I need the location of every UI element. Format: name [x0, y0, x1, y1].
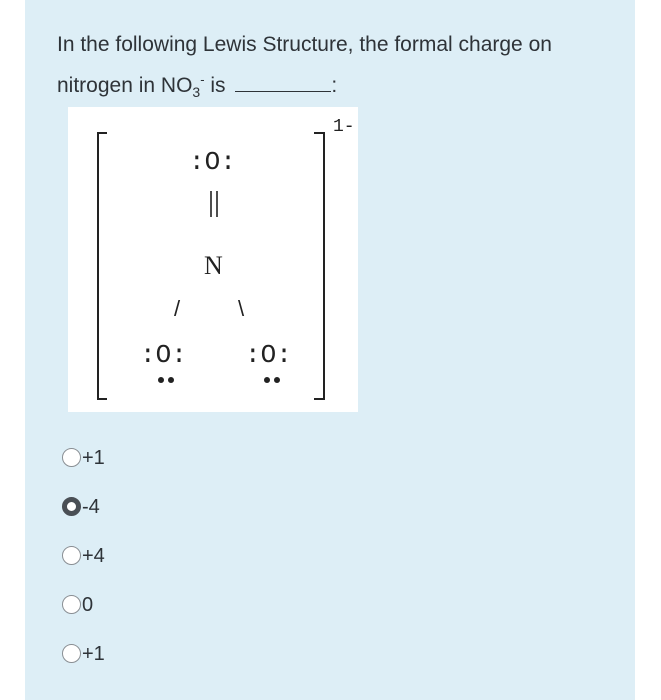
option-label: +1	[82, 446, 105, 469]
single-bond-right: \	[238, 296, 245, 321]
single-bond-left: /	[174, 296, 181, 321]
lone-pair-dot	[168, 377, 174, 383]
radio-button[interactable]	[62, 448, 81, 467]
option-label: +1	[82, 642, 105, 665]
blank-suffix: :	[331, 74, 338, 97]
option-label: 0	[82, 593, 94, 616]
option-label: +4	[82, 544, 105, 567]
answer-option[interactable]	[62, 433, 105, 482]
option-label: -4	[82, 495, 100, 518]
question-card	[25, 0, 635, 700]
lone-pair-dot	[274, 377, 280, 383]
answer-option[interactable]	[62, 482, 105, 531]
answer-option[interactable]	[62, 531, 105, 580]
answer-blank	[235, 75, 331, 92]
radio-button[interactable]	[62, 546, 81, 565]
question-text	[57, 27, 617, 110]
lone-pair-dot	[158, 377, 164, 383]
lewis-structure-svg	[68, 107, 358, 412]
ion-charge: 1-	[333, 117, 355, 137]
question-text-before: In the following Lewis Structure, the formal charge on nitrogen in NO	[57, 33, 552, 97]
oxygen-left: :O:	[140, 340, 187, 370]
right-bracket	[314, 133, 324, 399]
lone-pair-dot	[264, 377, 270, 383]
oxygen-top: :O:	[189, 147, 236, 177]
lewis-structure-image	[68, 107, 358, 412]
subscript-three: 3	[192, 84, 201, 101]
oxygen-right: :O:	[245, 340, 292, 370]
left-bracket	[98, 133, 107, 399]
superscript-minus: -	[200, 72, 205, 87]
radio-button[interactable]	[62, 595, 81, 614]
radio-button[interactable]	[62, 644, 81, 663]
answer-option[interactable]	[62, 629, 105, 678]
radio-button-selected[interactable]	[62, 497, 81, 516]
answer-options	[62, 433, 105, 678]
question-text-after: is	[204, 74, 226, 97]
answer-option[interactable]	[62, 580, 105, 629]
nitrogen-atom: N	[204, 251, 223, 280]
